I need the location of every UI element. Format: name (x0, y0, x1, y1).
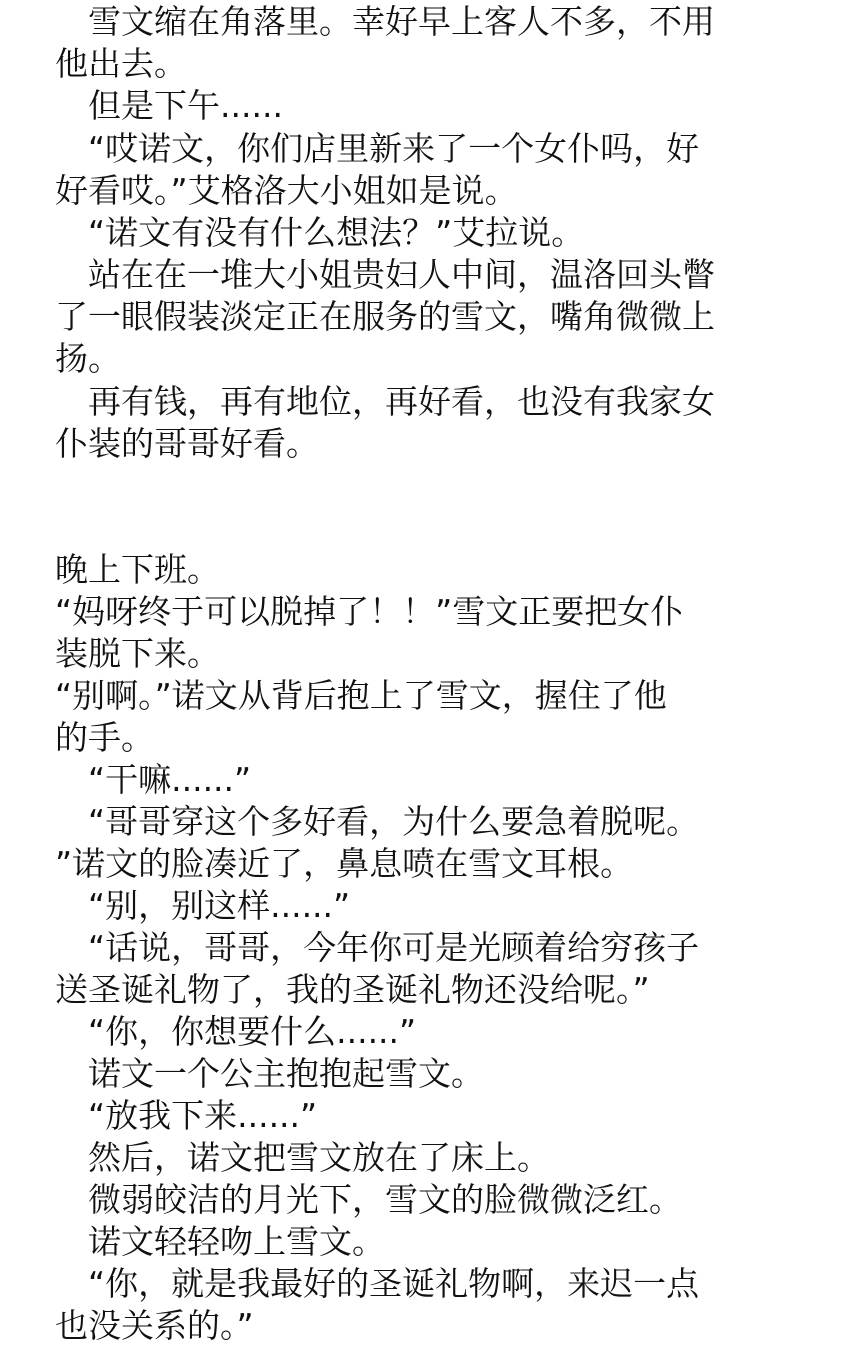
text-line: “哎诺文，你们店里新来了一个女仆吗，好 (55, 129, 700, 168)
text-line: “放我下来......” (55, 1096, 318, 1135)
text-line: “话说，哥哥，今年你可是光顾着给穷孩子 (55, 928, 700, 967)
text-line: “你，就是我最好的圣诞礼物啊，来迟一点 (55, 1264, 700, 1303)
text-line: 微弱皎洁的月光下，雪文的脸微微泛红。 (55, 1180, 682, 1219)
text-line: 装脱下来。 (55, 634, 220, 673)
text-line: 晚上下班。 (55, 550, 220, 589)
text-line: 扬。 (55, 339, 121, 378)
text-line: “你，你想要什么......” (55, 1012, 417, 1051)
text-line: 送圣诞礼物了，我的圣诞礼物还没给呢。” (55, 970, 650, 1009)
text-line: 站在在一堆大小姐贵妇人中间，温洛回头瞥 (55, 255, 715, 294)
text-line: ”诺文的脸凑近了，鼻息喷在雪文耳根。 (55, 844, 634, 883)
text-line: 仆装的哥哥好看。 (55, 424, 319, 463)
text-line: 他出去。 (55, 44, 187, 83)
text-line: “诺文有没有什么想法？”艾拉说。 (55, 213, 585, 252)
text-line: “别啊。”诺文从背后抱上了雪文，握住了他 (55, 676, 667, 715)
text-line: 再有钱，再有地位，再好看，也没有我家女 (55, 382, 715, 421)
text-line: 的手。 (55, 718, 154, 757)
text-line: 但是下午...... (55, 86, 283, 125)
text-line: “干嘛......” (55, 760, 252, 799)
text-line: “哥哥穿这个多好看，为什么要急着脱呢。 (55, 802, 700, 841)
text-line: 了一眼假装淡定正在服务的雪文，嘴角微微上 (55, 297, 715, 336)
text-line: 也没关系的。” (55, 1306, 254, 1345)
text-line: “妈呀终于可以脱掉了！！”雪文正要把女仆 (55, 592, 684, 631)
text-line: 然后，诺文把雪文放在了床上。 (55, 1138, 550, 1177)
text-line: “别，别这样......” (55, 886, 351, 925)
text-line: 雪文缩在角落里。幸好早上客人不多，不用 (55, 2, 715, 41)
text-line: 诺文一个公主抱抱起雪文。 (55, 1054, 484, 1093)
text-line: 好看哎。”艾格洛大小姐如是说。 (55, 171, 518, 210)
text-line: 诺文轻轻吻上雪文。 (55, 1222, 385, 1261)
